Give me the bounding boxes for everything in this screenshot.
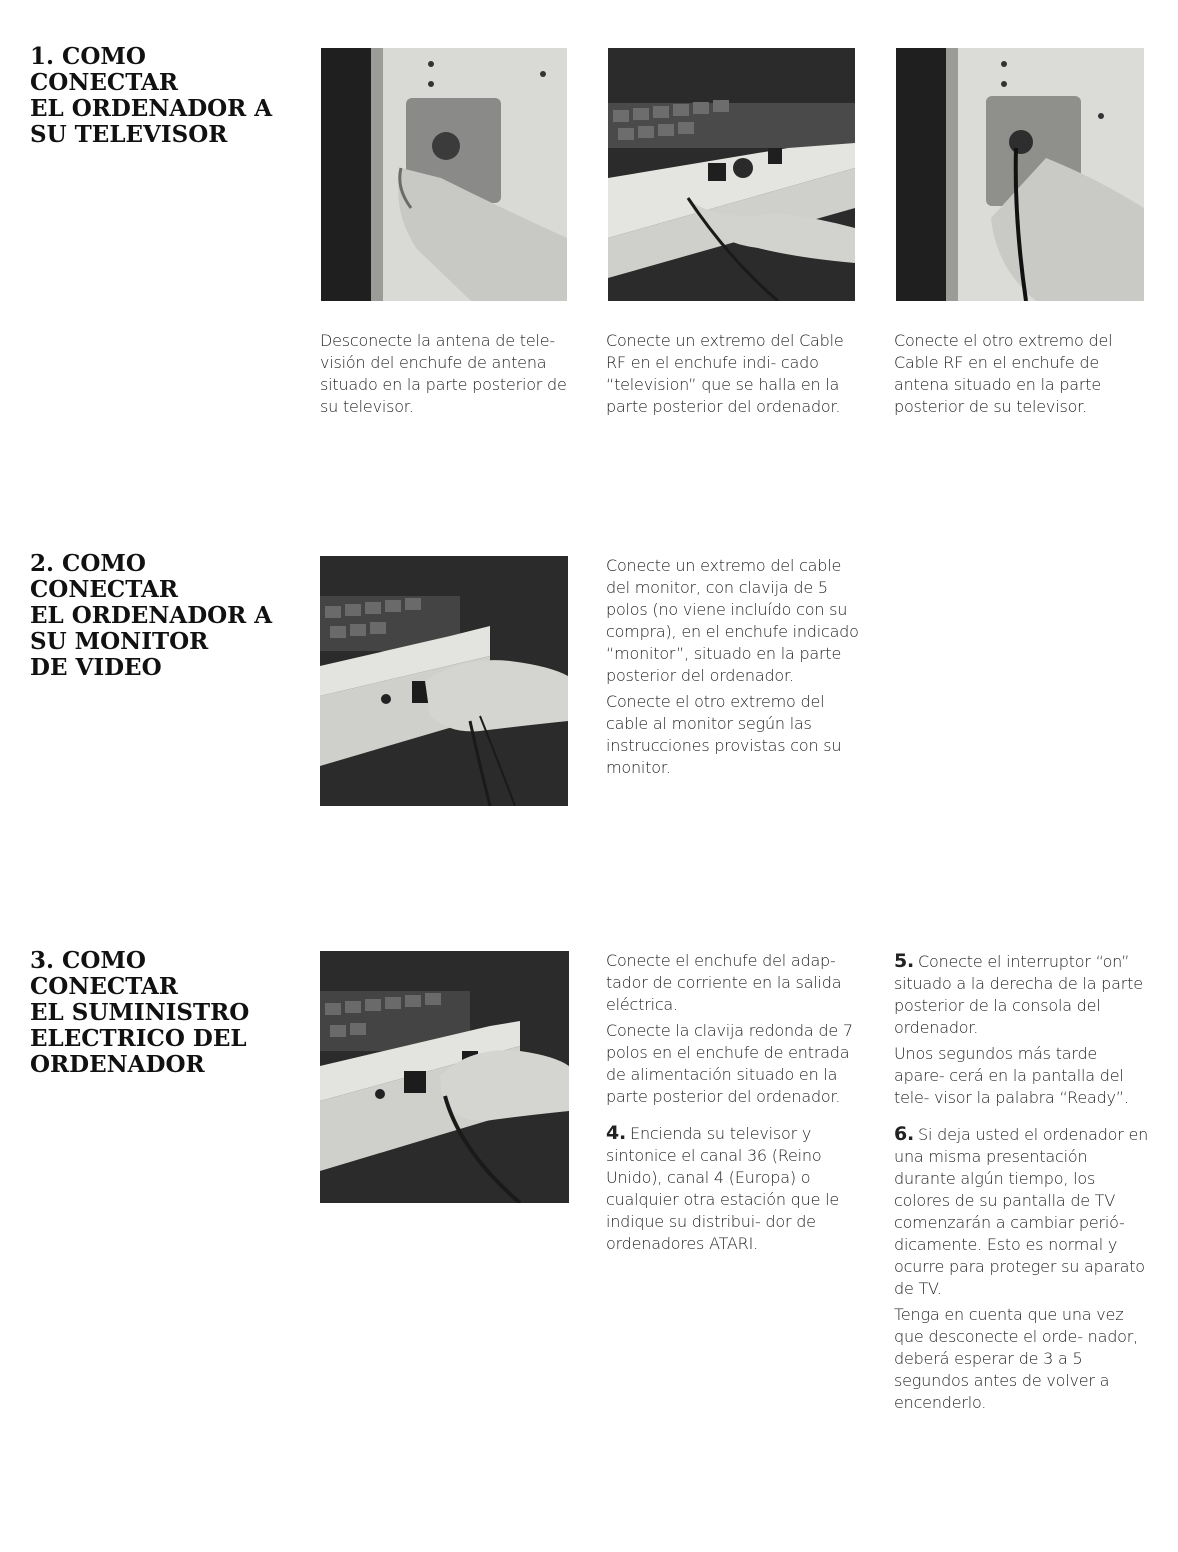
restart-note: Tenga en cuenta que una vez que desconecte el orde- nador, deberá esperar de 3 a 5 segundos antes de volver a encenderlo. (894, 1305, 1139, 1412)
photo-monitor-cable (320, 556, 568, 806)
step-1-text: Desconecte la antena de tele- visión del enchufe de antena situado en la parte posterior de su televisor. (320, 331, 567, 416)
step-4-text: Encienda su televisor y sintonice el canal 36 (Reino Unido), canal 4 (Europa) o cualquier otra estación que le indique su distribui- dor de ordenadores ATARI. (606, 1124, 840, 1253)
step-6-number: 6. (894, 1123, 915, 1145)
photo-rf-cable-computer (608, 48, 855, 301)
step-3-text: Conecte el otro extremo del Cable RF en el enchufe de antena situado en la parte posterior de su televisor. (894, 331, 1113, 416)
step-5-number: 5. (894, 950, 915, 972)
ready-note: Unos segundos más tarde apare- cerá en la pantalla del tele- visor la palabra “Ready”. (894, 1044, 1129, 1107)
step-6 (894, 1123, 1150, 1300)
section-2-heading: 2. COMO CONECTAR EL ORDENADOR A SU MONITOR DE VIDEO (30, 550, 273, 681)
step-6-text: Si deja usted el ordenador en una misma presentación durante algún tiempo, los colores de su pantalla de TV comenzarán a cambiar perió- dicamente. Esto es normal y ocurre para proteger su aparato de TV. (894, 1125, 1149, 1298)
section-3-heading: 3. COMO CONECTAR EL SUMINISTRO ELECTRICO DEL ORDENADOR (30, 947, 250, 1078)
section-2-text (606, 555, 862, 783)
step-5-text: Conecte el interruptor “on” situado a la derecha de la parte posterior de la consola del ordenador. (894, 952, 1143, 1037)
step-5 (894, 950, 1150, 1039)
photo-tv-antenna-disconnect (321, 48, 567, 301)
section-3-col-2 (894, 950, 1150, 1418)
section-1-heading: 1. COMO CONECTAR EL ORDENADOR A SU TELEVISOR (30, 43, 273, 148)
monitor-step-1: Conecte un extremo del cable del monitor, con clavija de 5 polos (no viene incluído con su compra), en el enchufe indicado “monitor”, situado en la parte posterior del ordenador. (606, 556, 859, 685)
step-4-number: 4. (606, 1122, 627, 1144)
step-4 (606, 1122, 864, 1255)
section-3-col-1 (606, 950, 864, 1259)
power-step-adapter: Conecte el enchufe del adap- tador de corriente en la salida eléctrica. (606, 951, 842, 1014)
step-2-text: Conecte un extremo del Cable RF en el enchufe indi- cado “television” que se halla en la parte posterior del ordenador. (606, 331, 844, 416)
monitor-step-2: Conecte el otro extremo del cable al monitor según las instrucciones provistas con su monitor. (606, 692, 842, 777)
power-step-plug: Conecte la clavija redonda de 7 polos en el enchufe de entrada de alimentación situado en la parte posterior del ordenador. (606, 1021, 853, 1106)
photo-rf-cable-tv (896, 48, 1144, 301)
photo-power-cable (320, 951, 569, 1203)
